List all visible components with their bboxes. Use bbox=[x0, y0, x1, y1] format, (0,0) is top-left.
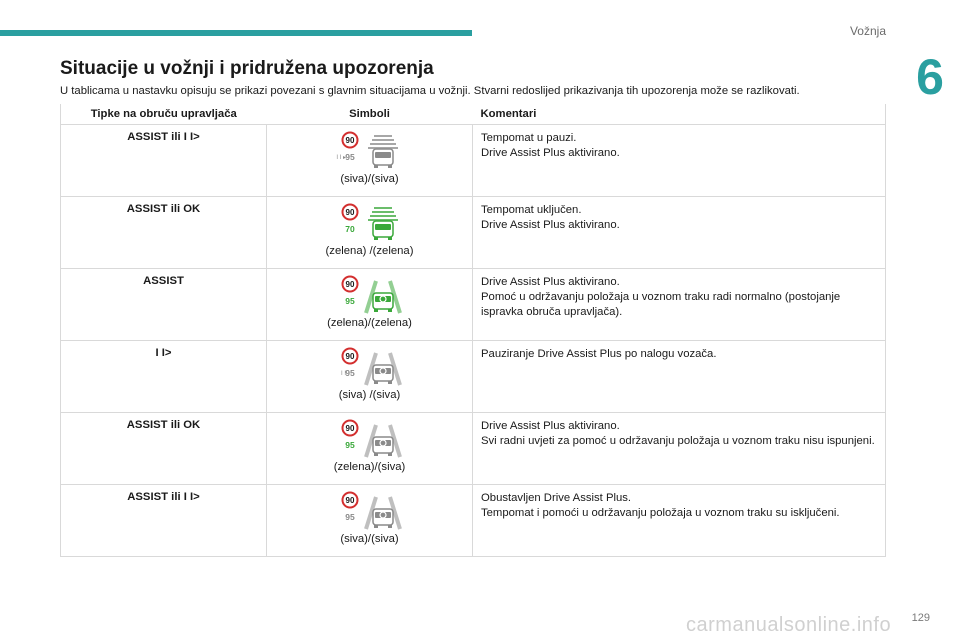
symbol-cell bbox=[267, 124, 473, 196]
watermark: carmanualsonline.info bbox=[686, 614, 892, 636]
speed-limit-value: 90 bbox=[345, 135, 354, 145]
steering-buttons-cell: ASSIST ili OK bbox=[61, 196, 267, 268]
header-comments: Komentari bbox=[473, 104, 886, 124]
set-speed-value: 95 bbox=[344, 439, 355, 450]
symbol-cell bbox=[267, 340, 473, 412]
header-buttons: Tipke na obruču upravljača bbox=[61, 104, 267, 124]
top-accent-bar bbox=[0, 30, 472, 36]
symbol-cell bbox=[267, 412, 473, 484]
page-number: 129 bbox=[911, 612, 930, 624]
comment-line: Tempomat u pauzi. bbox=[481, 131, 577, 144]
symbol-caption: (siva) /(siva) bbox=[338, 388, 401, 401]
table-row bbox=[61, 340, 886, 412]
pause-marker: I I ▸ bbox=[335, 154, 346, 161]
comment-line: Drive Assist Plus aktivirano. bbox=[481, 275, 620, 288]
comment-line: Obustavljen Drive Assist Plus. bbox=[481, 491, 632, 504]
car-icon bbox=[373, 293, 393, 312]
warnings-table bbox=[60, 104, 886, 557]
drive-assist-icon bbox=[338, 491, 402, 531]
comment-line: Pomoć u održavanju položaja u voznom traku radi normalno (postojanje ispravka obruča upravljača). bbox=[481, 290, 841, 318]
table-row bbox=[61, 196, 886, 268]
table-row bbox=[61, 484, 886, 556]
comment-cell bbox=[473, 412, 886, 484]
symbol-cell bbox=[267, 268, 473, 340]
steering-buttons-cell: ASSIST ili I I> bbox=[61, 124, 267, 196]
steering-buttons-cell: ASSIST ili I I> bbox=[61, 484, 267, 556]
steering-buttons-cell: ASSIST bbox=[61, 268, 267, 340]
page-title: Situacije u vožnji i pridružena upozorenja bbox=[60, 58, 434, 79]
table-header-row bbox=[61, 104, 886, 124]
comment-line: Drive Assist Plus aktivirano. bbox=[481, 218, 620, 231]
car-icon bbox=[373, 437, 393, 456]
intro-text: U tablicama u nastavku opisuju se prikazi povezani s glavnim situacijama u vožnji. Stvarni redoslijed prikazivanja tih upozorenja može se razlikovati. bbox=[60, 85, 800, 97]
comment-line: Tempomat i pomoći u održavanju položaja u voznom traku su isključeni. bbox=[481, 506, 840, 519]
set-speed-value: 70 bbox=[344, 223, 355, 234]
comment-cell bbox=[473, 124, 886, 196]
set-speed-value: 95 bbox=[344, 295, 355, 306]
comment-cell bbox=[473, 340, 886, 412]
section-name: Vožnja bbox=[849, 24, 886, 38]
chapter-number: 6 bbox=[900, 38, 960, 116]
comment-cell bbox=[473, 484, 886, 556]
symbol-caption: (zelena) /(zelena) bbox=[325, 244, 414, 257]
symbol-caption: (zelena)/(siva) bbox=[333, 460, 406, 473]
symbol-caption: (siva)/(siva) bbox=[340, 172, 399, 185]
table-row bbox=[61, 268, 886, 340]
speed-limit-value: 90 bbox=[345, 351, 354, 361]
car-icon bbox=[373, 149, 393, 168]
comment-line: Tempomat uključen. bbox=[481, 203, 582, 216]
drive-assist-icon bbox=[338, 347, 402, 387]
speed-limit-value: 90 bbox=[345, 495, 354, 505]
drive-assist-icon bbox=[338, 275, 402, 315]
pause-marker: I I bbox=[340, 370, 346, 377]
car-icon bbox=[373, 509, 393, 528]
table-row bbox=[61, 412, 886, 484]
comment-line: Drive Assist Plus aktivirano. bbox=[481, 419, 620, 432]
drive-assist-icon bbox=[335, 131, 402, 171]
set-speed-value: 95 bbox=[344, 367, 355, 378]
car-icon bbox=[373, 365, 393, 384]
comment-cell bbox=[473, 196, 886, 268]
steering-buttons-cell: ASSIST ili OK bbox=[61, 412, 267, 484]
drive-assist-icon bbox=[338, 419, 402, 459]
speed-limit-value: 90 bbox=[345, 207, 354, 217]
comment-line: Svi radni uvjeti za pomoć u održavanju položaja u voznom traku nisu ispunjeni. bbox=[481, 434, 875, 447]
comment-line: Drive Assist Plus aktivirano. bbox=[481, 146, 620, 159]
drive-assist-icon bbox=[338, 203, 402, 243]
comment-cell bbox=[473, 268, 886, 340]
header-symbols: Simboli bbox=[267, 104, 473, 124]
symbol-cell bbox=[267, 196, 473, 268]
set-speed-value: 95 bbox=[344, 511, 355, 522]
speed-limit-value: 90 bbox=[345, 279, 354, 289]
symbol-caption: (zelena)/(zelena) bbox=[327, 316, 412, 329]
comment-line: Pauziranje Drive Assist Plus po nalogu vozača. bbox=[481, 347, 717, 360]
steering-buttons-cell: I I> bbox=[61, 340, 267, 412]
speed-limit-value: 90 bbox=[345, 423, 354, 433]
symbol-caption: (siva)/(siva) bbox=[340, 532, 399, 545]
table-row bbox=[61, 124, 886, 196]
symbol-cell bbox=[267, 484, 473, 556]
car-icon bbox=[373, 221, 393, 240]
set-speed-value: 95 bbox=[344, 151, 355, 162]
